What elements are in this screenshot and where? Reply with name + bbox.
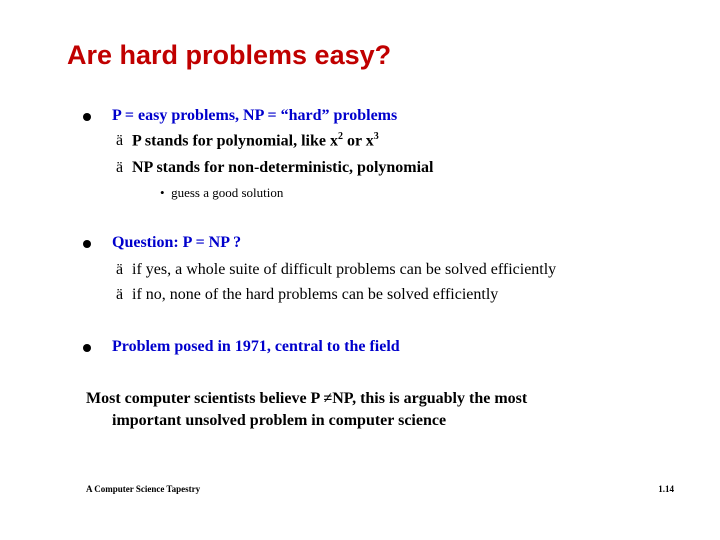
- subsub-bullet-guess: • guess a good solution: [160, 185, 284, 200]
- bullet-dot: [83, 240, 91, 248]
- arrow-bullet-icon: ä: [116, 159, 124, 176]
- sub-bullet-if-no: ä if no, none of the hard problems can be solved efficiently: [116, 286, 499, 303]
- bullet-p-np-definition: P = easy problems, NP = “hard” problems: [112, 107, 398, 124]
- sub-bullet-if-yes: ä if yes, a whole suite of difficult problems can be solved efficiently: [116, 261, 557, 278]
- slide-title: Are hard problems easy?: [67, 40, 392, 70]
- conclusion-line-2: important unsolved problem in computer science: [112, 412, 447, 429]
- conclusion-line-1: Most computer scientists believe P ≠NP, this is arguably the most: [86, 390, 528, 407]
- bullet-dot: [83, 344, 91, 352]
- sub-bullet-p-polynomial: ä P stands for polynomial, like $x^2$ or $x^3$: [116, 131, 379, 150]
- bullet-problem-posed: Problem posed in 1971, central to the field: [112, 338, 400, 355]
- footer-course-title: A Computer Science Tapestry: [86, 484, 201, 494]
- bullet-question: Question: P = NP ?: [112, 234, 242, 251]
- arrow-bullet-icon: ä: [116, 132, 124, 150]
- arrow-bullet-icon: ä: [116, 261, 124, 278]
- arrow-bullet-icon: ä: [116, 286, 124, 303]
- conclusion-text: [86, 388, 646, 432]
- footer-slide-number: 1.14: [658, 484, 674, 494]
- bullet-dot: [83, 113, 91, 121]
- sub-bullet-np-nondeterministic: ä NP stands for non-deterministic, polynomial: [116, 159, 434, 176]
- dot-bullet-icon: •: [160, 185, 165, 200]
